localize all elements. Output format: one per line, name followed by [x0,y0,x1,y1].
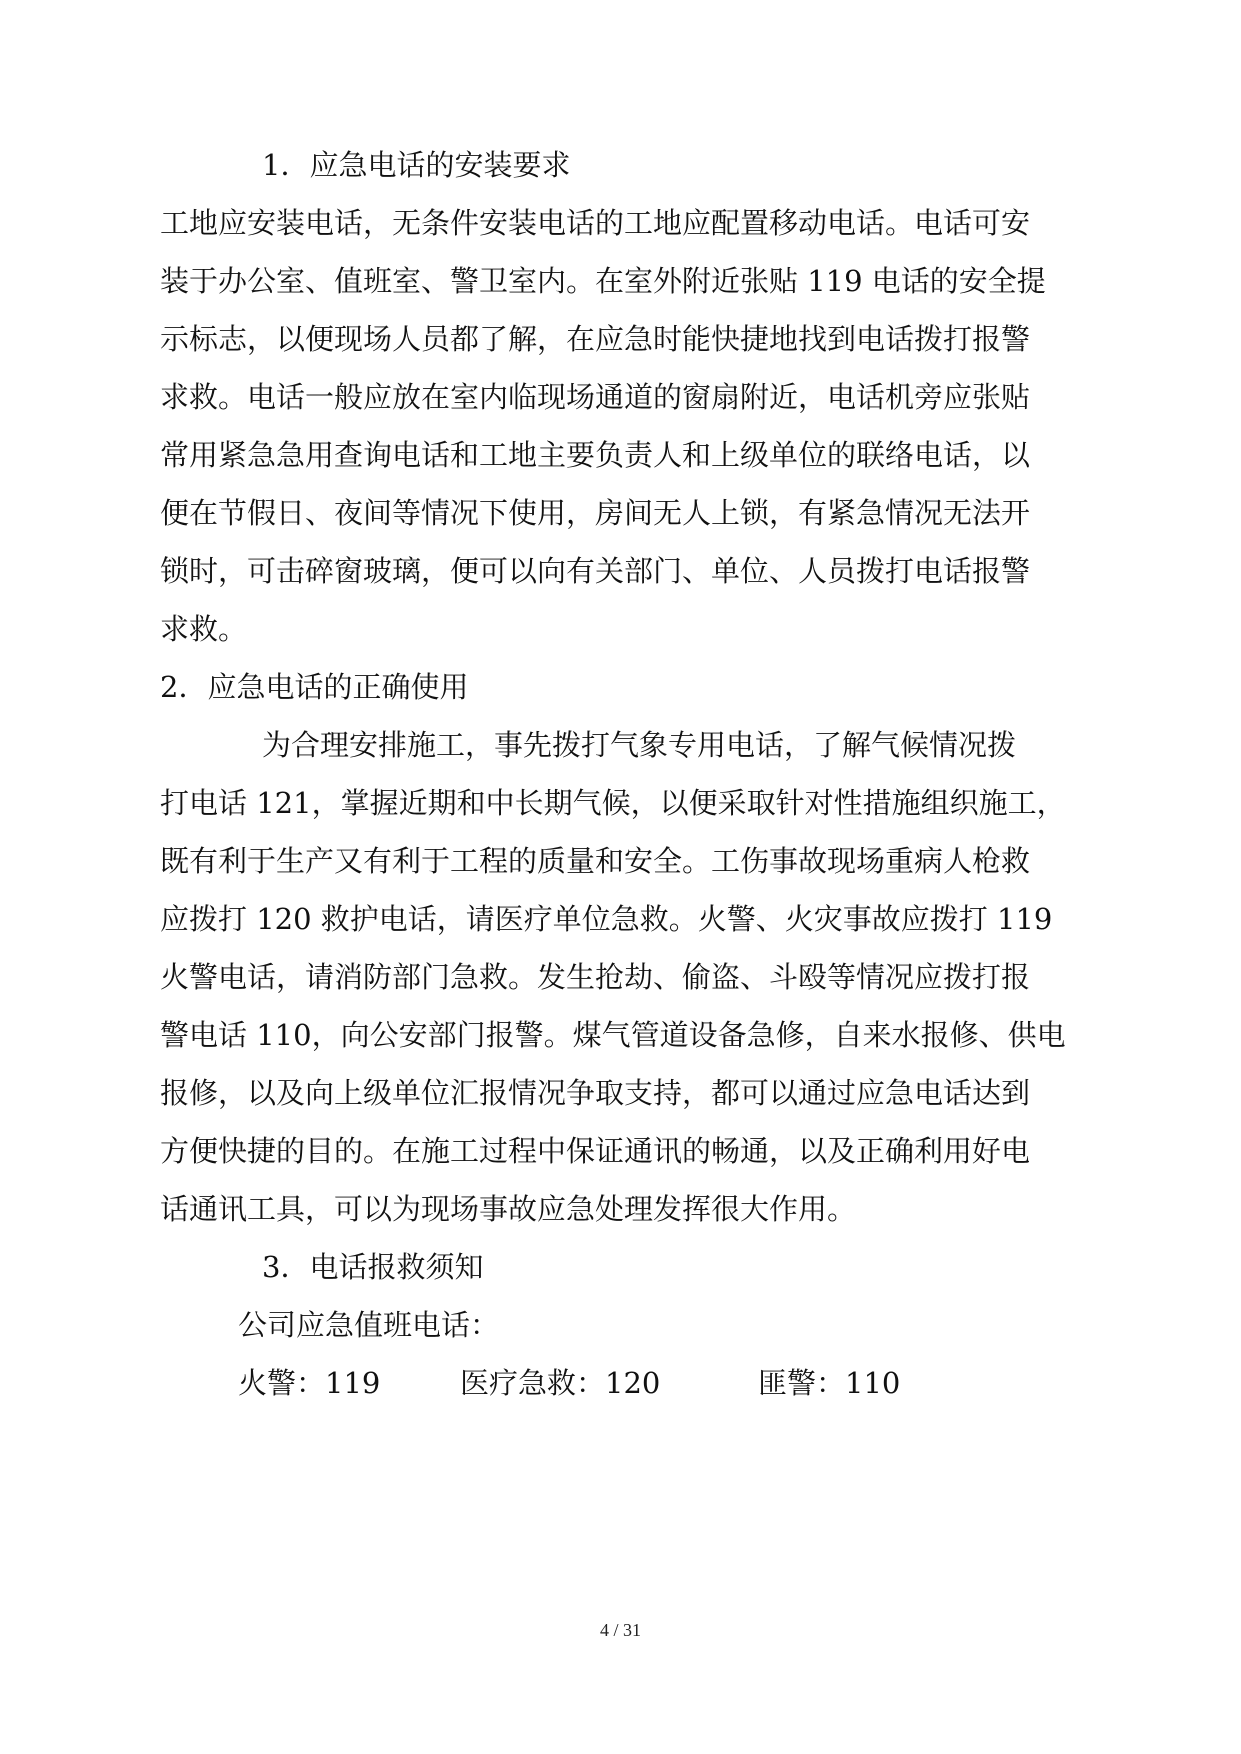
police-number: 匪警：110 [758,1366,901,1400]
section-2-heading: 2．应急电话的正确使用 [160,670,469,704]
section-2-line: 火警电话，请消防部门急救。发生抢劫、偷盗、斗殴等情况应拨打报 [160,960,1031,994]
medical-emergency-number: 医疗急救：120 [460,1366,661,1400]
section-2-line: 应拨打 120 救护电话，请医疗单位急救。火警、火灾事故应拨打 119 [160,902,1053,936]
section-2-line: 方便快捷的目的。在施工过程中保证通讯的畅通，以及正确利用好电 [160,1134,1031,1168]
section-1-line: 求救。电话一般应放在室内临现场通道的窗扇附近，电话机旁应张贴 [160,380,1031,414]
section-1-heading: 1．应急电话的安装要求 [262,148,571,182]
section-2-line: 既有利于生产又有利于工程的质量和安全。工伤事故现场重病人枪救 [160,844,1031,878]
section-2-line: 话通讯工具，可以为现场事故应急处理发挥很大作用。 [160,1192,857,1226]
section-1-line: 便在节假日、夜间等情况下使用，房间无人上锁，有紧急情况无法开 [160,496,1031,530]
section-1-line: 锁时，可击碎窗玻璃，便可以向有关部门、单位、人员拨打电话报警 [160,554,1031,588]
page-number: 4 / 31 [599,1620,641,1640]
section-2-line: 警电话 110，向公安部门报警。煤气管道设备急修，自来水报修、供电 [160,1018,1066,1052]
section-2-line: 打电话 121，掌握近期和中长期气候，以便采取针对性措施组织施工， [160,786,1066,820]
duty-phone-label: 公司应急值班电话： [238,1308,500,1342]
section-3-heading: 3．电话报救须知 [262,1250,484,1284]
section-1-line: 求救。 [160,612,248,646]
section-1-line: 示标志，以便现场人员都了解，在应急时能快捷地找到电话拨打报警 [160,322,1031,356]
section-2-line: 为合理安排施工，事先拨打气象专用电话，了解气候情况拨 [262,728,1017,762]
section-1-line: 常用紧急急用查询电话和工地主要负责人和上级单位的联络电话，以 [160,438,1031,472]
section-1-line: 装于办公室、值班室、警卫室内。在室外附近张贴 119 电话的安全提 [160,264,1046,298]
fire-alarm-number: 火警：119 [238,1366,381,1400]
section-1-line: 工地应安装电话，无条件安装电话的工地应配置移动电话。电话可安 [160,206,1031,240]
section-2-line: 报修，以及向上级单位汇报情况争取支持，都可以通过应急电话达到 [160,1076,1031,1110]
